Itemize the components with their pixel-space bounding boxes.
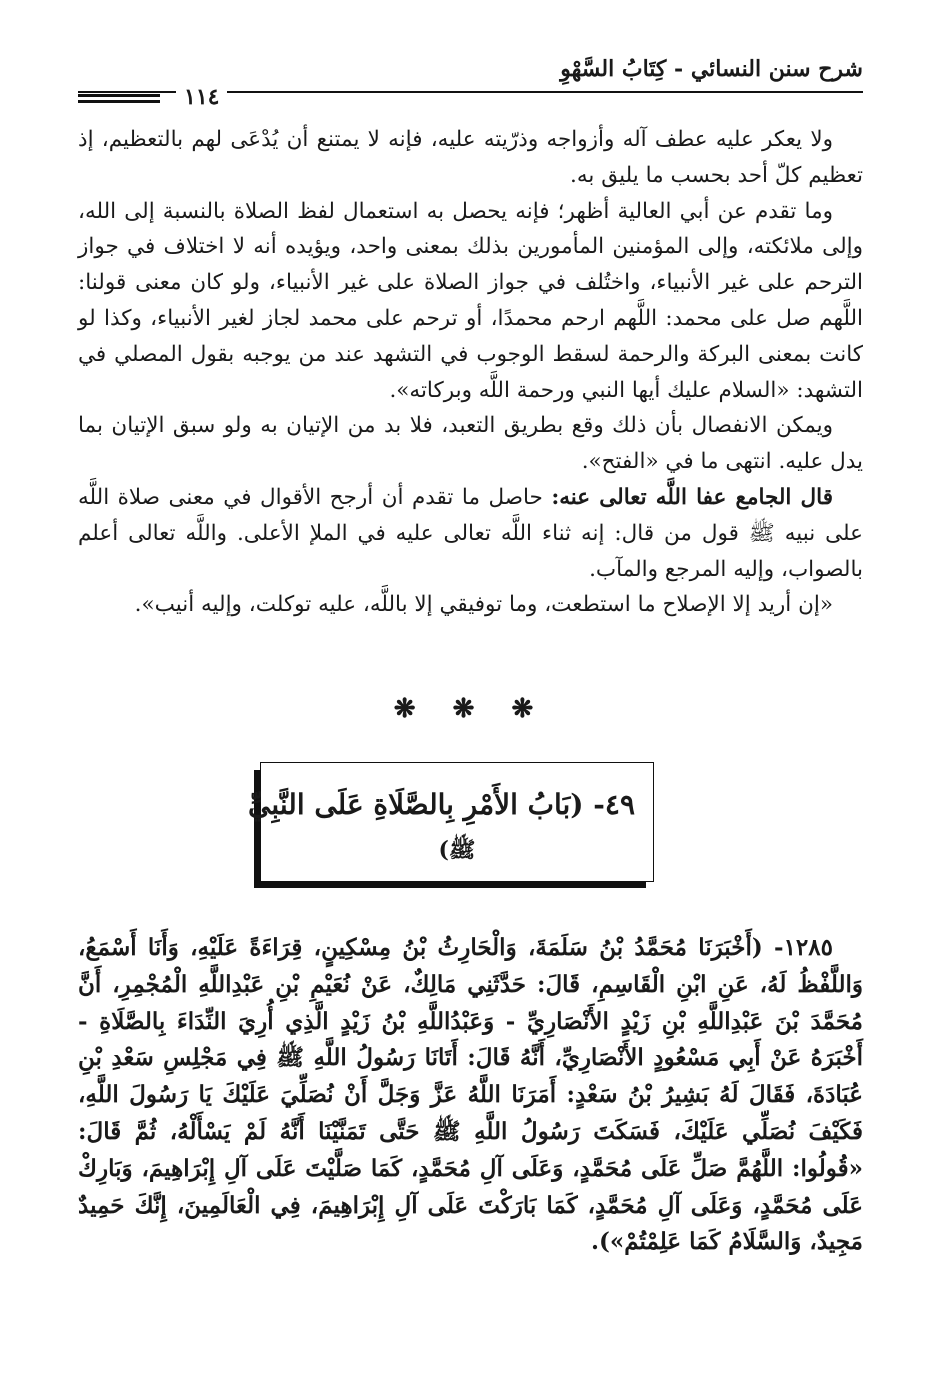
chapter-heading-box: [248, 762, 654, 882]
paragraph: ويمكن الانفصال بأن ذلك وقع بطريق التعبد، فلا بد من الإتيان به ولو سبق الإتيان بما يدل عليه. انتهى ما في «الفتح».: [78, 413, 863, 475]
closing-quote: «إن أريد إلا الإصلاح ما استطعت، وما توفيقي إلا باللَّه، عليه توكلت، وإليه أنيب».: [134, 592, 833, 618]
author-remark-lead: قال الجامع عفا اللَّه تعالى عنه:: [551, 484, 833, 510]
section-separator: ❋ ❋ ❋: [393, 694, 548, 724]
book-page: [78, 0, 863, 1375]
paragraph: [78, 480, 863, 587]
paragraph: ولا يعكر عليه عطف آله وأزواجه وذرّيته عليه، فإنه لا يمتنع أن يُدْعَى لهم بالتعظيم، إذ تعظيم كلّ أحد بحسب ما يليق به.: [78, 127, 863, 188]
chapter-title: ٤٩- (بَابُ الأَمْرِ بِالصَّلَاةِ عَلَى النَّبِيِّ: [248, 788, 635, 821]
commentary-text: [78, 122, 863, 623]
hadith-paragraph: ١٢٨٥- (أَخْبَرَنَا مُحَمَّدُ بْنُ سَلَمَةَ، وَالْحَارِثُ بْنُ مِسْكِينٍ، قِرَاءَةً عَلَيْهِ، وَأَنَا أَسْمَعُ، وَاللَّفْظُ لَهُ، عَنِ ابْنِ الْقَاسِمِ، قَالَ: حَدَّثَنِي مَالِكٌ، عَنْ نُعَيْمِ بْنِ عَبْدِاللَّهِ الْمُجْمِرِ، أَنَّ مُحَمَّدَ بْنَ عَبْدِاللَّهِ بْنِ زَيْدٍ الأَنْصَارِيِّ - وَعَبْدُاللَّهِ بْنُ زَيْدٍ الَّذِي أُرِيَ النِّدَاءَ بِالصَّلَاةِ - أَخْبَرَهُ عَنْ أَبِي مَسْعُودٍ الأَنْصَارِيِّ، أَنَّهُ قَالَ: أَتَانَا رَسُولُ اللَّهِ ﷺ فِي مَجْلِسِ سَعْدِ بْنِ عُبَادَةَ، فَقَالَ لَهُ بَشِيرُ بْنُ سَعْدٍ: أَمَرَنَا اللَّهُ عَزَّ وَجَلَّ أَنْ نُصَلِّيَ عَلَيْكَ يَا رَسُولَ اللَّهِ، فَكَيْفَ نُصَلِّي عَلَيْكَ، فَسَكَتَ رَسُولُ اللَّهِ ﷺ حَتَّى تَمَنَّيْنَا أَنَّهُ لَمْ يَسْأَلْهُ، ثُمَّ قَالَ: «قُولُوا: اللَّهُمَّ صَلِّ عَلَى مُحَمَّدٍ، وَعَلَى آلِ مُحَمَّدٍ، كَمَا صَلَّيْتَ عَلَى آلِ إِبْرَاهِيمَ، وَبَارِكْ عَلَى مُحَمَّدٍ، وَعَلَى آلِ مُحَمَّدٍ، كَمَا بَارَكْتَ عَلَى آلِ إِبْرَاهِيمَ، فِي الْعَالَمِينَ، إِنَّكَ حَمِيدٌ مَجِيدٌ، وَالسَّلَامُ كَمَا عَلِمْتُمْ»).: [78, 934, 863, 1256]
paragraph: وما تقدم عن أبي العالية أظهر؛ فإنه يحصل به استعمال لفظ الصلاة بالنسبة إلى الله، وإلى ملائكته، وإلى المؤمنين المأمورين بذلك بمعنى واحد، ويؤيده أنه لا اختلاف في جواز الترحم على غير الأنبياء، واختُلف في جواز الصلاة على غير الأنبياء، ولو كان معنى قولنا: اللَّهم صل على محمد: اللَّهم ارحم محمدًا، أو ترحم على محمد لجاز لغير الأنبياء، وكذا لو كانت بمعنى البركة والرحمة لسقط الوجوب في التشهد عند من يوجبه بقول المصلي في التشهد: «السلام عليك أيها النبي ورحمة اللَّه وبركاته».: [78, 198, 863, 403]
chapter-honorific: ﷺ): [438, 837, 476, 863]
running-title: شرح سنن النسائي - كِتَابُ السَّهْوِ: [560, 56, 863, 82]
header-decorative-bars: [78, 94, 160, 106]
page-number: ١١٤: [176, 84, 227, 110]
hadith-text: [78, 930, 863, 1261]
author-remark-text: حاصل ما تقدم أن أرجح الأقوال في معنى صلاة اللَّه على نبيه ﷺ قول من قال: إنه ثناء اللَّه تعالى عليه في الملإ الأعلى. واللَّه تعالى أعلم بالصواب، وإليه المرجع والمآب.: [78, 484, 863, 582]
